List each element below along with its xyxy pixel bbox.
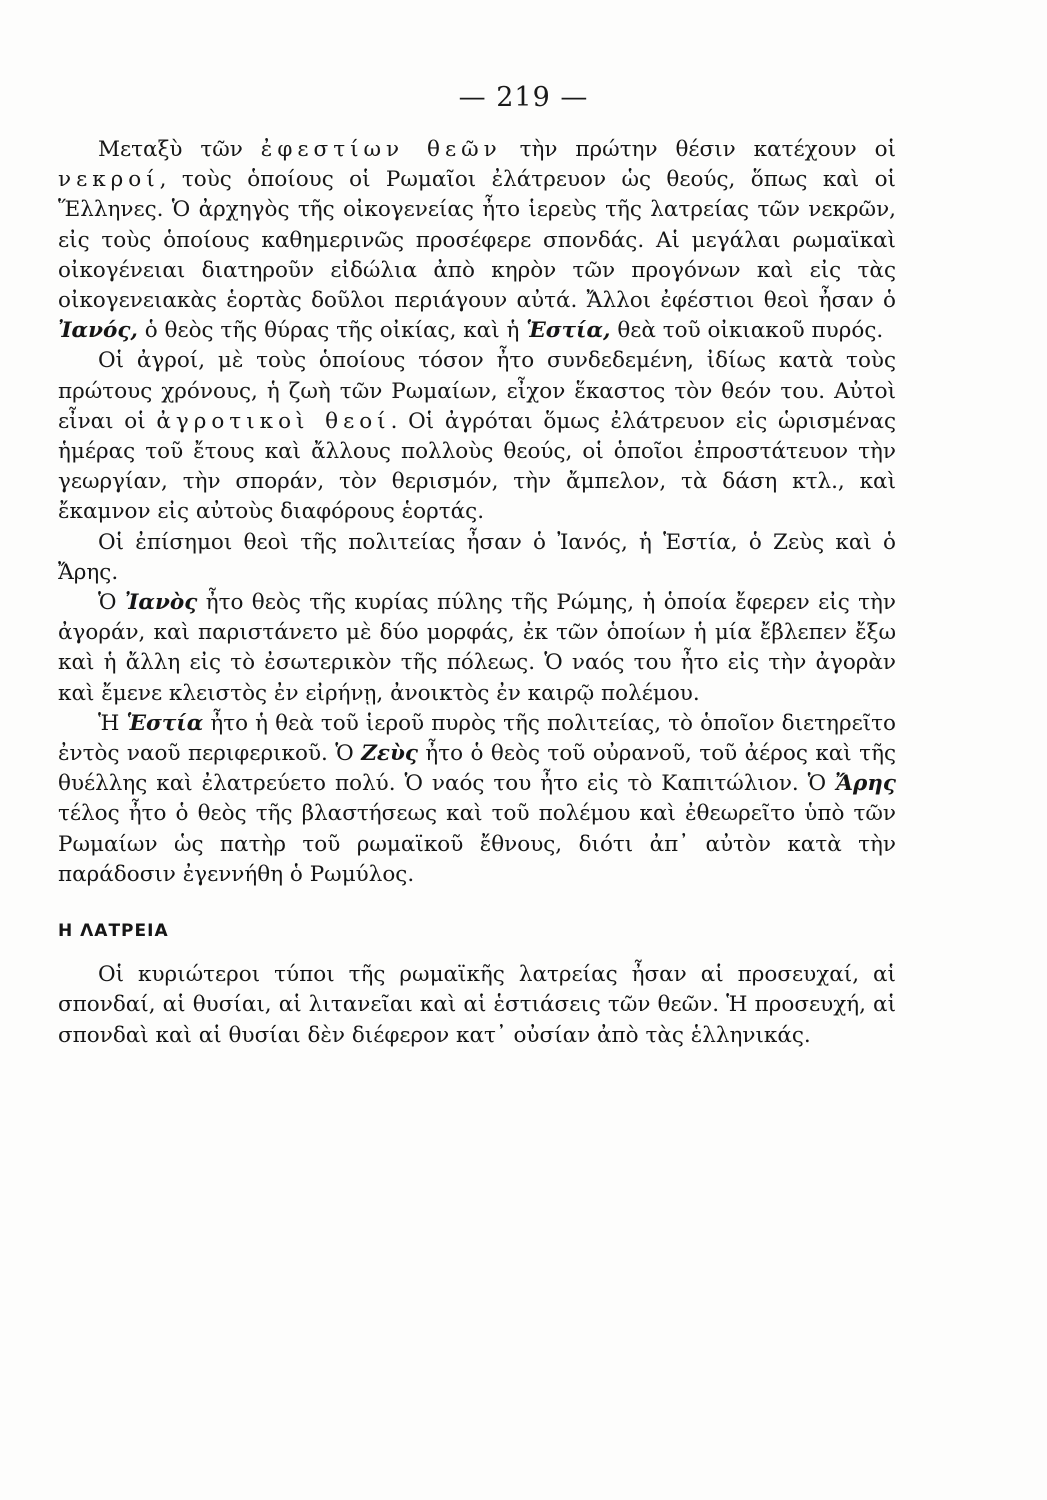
spaced-term: ἀγροτικοὶ θεοί xyxy=(156,408,391,434)
text-run: ὁ θεὸς τῆς θύρας τῆς οἰκίας, καὶ ἡ xyxy=(137,318,527,344)
emphasized-name: Ἑστία, xyxy=(526,318,611,344)
paragraph-group xyxy=(58,135,896,890)
body-text xyxy=(58,135,896,1051)
text-run: θεὰ τοῦ οἰκιακοῦ πυρός. xyxy=(610,318,884,344)
paragraph xyxy=(58,709,896,890)
spaced-term: νεκροί xyxy=(58,167,160,193)
text-run: Ὁ xyxy=(98,590,125,616)
paragraph xyxy=(58,346,896,527)
text-run: Οἱ ἀγροί, μὲ τοὺς ὁποίους τόσον ἦτο συνδεδεμένη, ἰδίως κατὰ τοὺς πρώτους χρόνους, ἡ ζωὴ τῶν Ρωμαίων, εἶχον ἕκαστος τὸν θεόν του. Αὐτοὶ εἶναι οἱ xyxy=(58,348,896,434)
emphasized-name: Ἰανὸς xyxy=(124,590,198,616)
text-run: τέλος ἦτο ὁ θεὸς τῆς βλαστήσεως καὶ τοῦ πολέμου καὶ ἐθεωρεῖτο ὑπὸ τῶν Ρωμαίων ὡς πατὴρ τοῦ ρωμαϊκοῦ ἔθνους, διότι ἀπ᾽ αὐτὸν κατὰ τὴν παράδοσιν ἐγεννήθη ὁ Ρωμύλος. xyxy=(58,801,896,887)
paragraph xyxy=(58,588,896,709)
paragraph xyxy=(58,135,896,346)
text-run: ἦτο ἡ θεὰ τοῦ ἱεροῦ πυρὸς τῆς πολιτείας, τὸ ὁποῖον διετηρεῖτο ἐντὸς ναοῦ περιφερικοῦ. Ὁ xyxy=(58,710,896,767)
text-run: Μεταξὺ τῶν xyxy=(98,137,261,162)
paragraph-final: Οἱ κυριώτεροι τύποι τῆς ρωμαϊκῆς λατρείας ἦσαν αἱ προσευχαί, αἱ σπονδαί, αἱ θυσίαι, αἱ λιτανεῖαι καὶ αἱ ἑστιάσεις τῶν θεῶν. Ἡ προσευχή, αἱ σπονδαὶ καὶ αἱ θυσίαι δὲν διέφερον κατ᾽ οὐσίαν ἀπὸ τὰς ἑλληνικάς. xyxy=(58,962,896,1048)
text-run: Οἱ ἐπίσημοι θεοὶ τῆς πολιτείας ἦσαν ὁ Ἰανός, ἡ Ἑστία, ὁ Ζεὺς καὶ ὁ Ἄρης. xyxy=(58,529,896,585)
spaced-term: ἐφεστίων θεῶν xyxy=(260,137,502,162)
text-run: τὴν πρώτην θέσιν κατέχουν οἱ xyxy=(501,137,896,162)
emphasized-name: Ἑστία xyxy=(126,710,204,736)
text-run: Ἡ xyxy=(98,710,127,736)
text-run: ἦτο θεὸς τῆς κυρίας πύλης τῆς Ρώμης, ἡ ὁποία ἔφερεν εἰς τὴν ἀγοράν, καὶ παριστάνετο μὲ δύο μορφάς, ἐκ τῶν ὁποίων ἡ μία ἔβλεπεν ἔξω καὶ ἡ ἄλλη εἰς τὸ ἐσωτερικὸν τῆς πόλεως. Ὁ ναός του ἦτο εἰς τὴν ἀγορὰν καὶ ἔμενε κλειστὸς ἐν εἰρήνῃ, ἀνοικτὸς ἐν καιρῷ πολέμου. xyxy=(58,590,896,706)
emphasized-name: Ἄρης xyxy=(835,771,896,797)
section-heading: Η ΛΑΤΡΕΙΑ xyxy=(58,921,169,942)
paragraph xyxy=(58,528,896,588)
text-run: ἦτο ὁ θεὸς τοῦ οὐρανοῦ, τοῦ ἀέρος καὶ τῆς θυέλλης καὶ ἐλατρεύετο πολύ. Ὁ ναός του ἦτο εἰς τὸ Καπιτώλιον. Ὁ xyxy=(58,741,896,797)
emphasized-name: Ἰανός, xyxy=(58,318,138,344)
emphasized-name: Ζεὺς xyxy=(361,741,418,767)
text-run: . Οἱ ἀγρόται ὅμως ἐλάτρευον εἰς ὡρισμένας ἡμέρας τοῦ ἔτους καὶ ἄλλους πολλοὺς θεούς, οἱ ὁποῖοι ἐπροστάτευον τὴν γεωργίαν, τὴν σποράν, τὸν θερισμόν, τὴν ἄμπελον, τὰ δάση κτλ., καὶ ἔκαμνον εἰς αὐτοὺς διαφόρους ἑορτάς. xyxy=(58,408,897,525)
page-number: — 219 — xyxy=(458,82,589,113)
text-run: , τοὺς ὁποίους οἱ Ρωμαῖοι ἐλάτρευον ὡς θεούς, ὅπως καὶ οἱ Ἕλληνες. Ὁ ἀρχηγὸς τῆς οἰκογενείας ἦτο ἱερεὺς τῆς λατρείας τῶν νεκρῶν, εἰς τοὺς ὁποίους καθημερινῶς προσέφερε σπονδάς. Αἱ μεγάλαι ρωμαϊκαὶ οἰκογένειαι διατηροῦν εἰδώλια ἀπὸ κηρὸν τῶν προγόνων καὶ εἰς τὰς οἰκογενειακὰς ἑορτὰς δοῦλοι περιάγουν αὐτά. Ἄλλοι ἐφέστιοι θεοὶ ἦσαν ὁ xyxy=(58,167,896,314)
